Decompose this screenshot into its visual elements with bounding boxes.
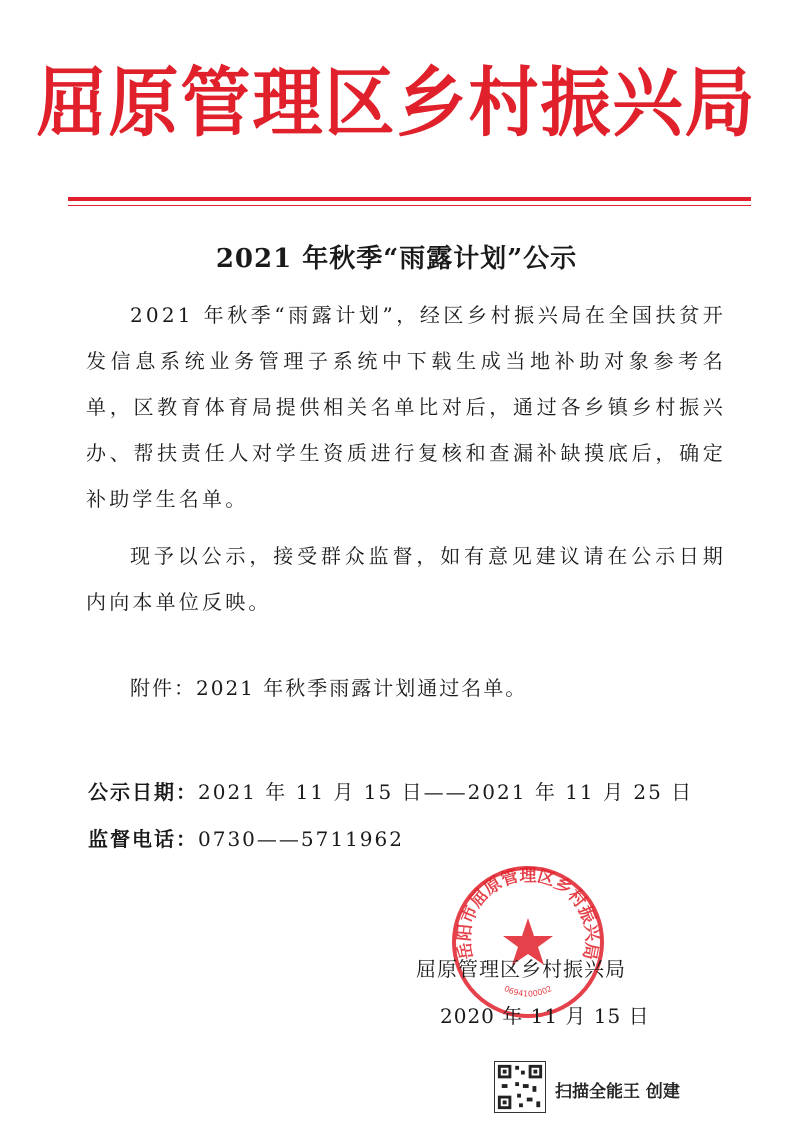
seal-code: 0694100002 [502, 984, 554, 999]
scanner-watermark: 扫描全能王 创建 [555, 1082, 680, 1102]
attachment-line: 附件：2021 年秋季雨露计划通过名单。 [130, 676, 528, 700]
notice-title: 2021 年秋季“雨露计划”公示 [215, 244, 578, 274]
hotline-value: 0730——5711962 [198, 827, 404, 851]
body-paragraph-2: 现予以公示，接受群众监督，如有意见建议请在公示日期内向本单位反映。 [86, 544, 726, 614]
notice-period-label: 公示日期： [88, 780, 198, 804]
signature-date: 2020 年 11 月 15 日 [440, 1004, 650, 1028]
official-seal [448, 862, 608, 1022]
masthead-title: 屈原管理区乡村振兴局 [36, 57, 757, 148]
notice-period-row [88, 776, 693, 805]
qr-code-icon [494, 1061, 546, 1113]
hotline-row [88, 823, 404, 852]
red-divider-thin [68, 205, 751, 206]
notice-period-value: 2021 年 11 月 15 日——2021 年 11 月 25 日 [198, 780, 694, 804]
red-divider-thick [68, 197, 751, 201]
signature-org: 屈原管理区乡村振兴局 [416, 957, 626, 981]
hotline-label: 监督电话： [88, 827, 198, 851]
body-paragraph-1: 2021 年秋季“雨露计划”，经区乡村振兴局在全国扶贫开发信息系统业务管理子系统中下载生成当地补助对象参考名单，区教育体育局提供相关名单比对后，通过各乡镇乡村振兴办、帮扶责任人对学生资质进行复核和查漏补缺摸底后，确定补助学生名单。 [86, 303, 726, 511]
seal-text: 岳阳市屈原管理区乡村振兴局 [454, 865, 602, 962]
